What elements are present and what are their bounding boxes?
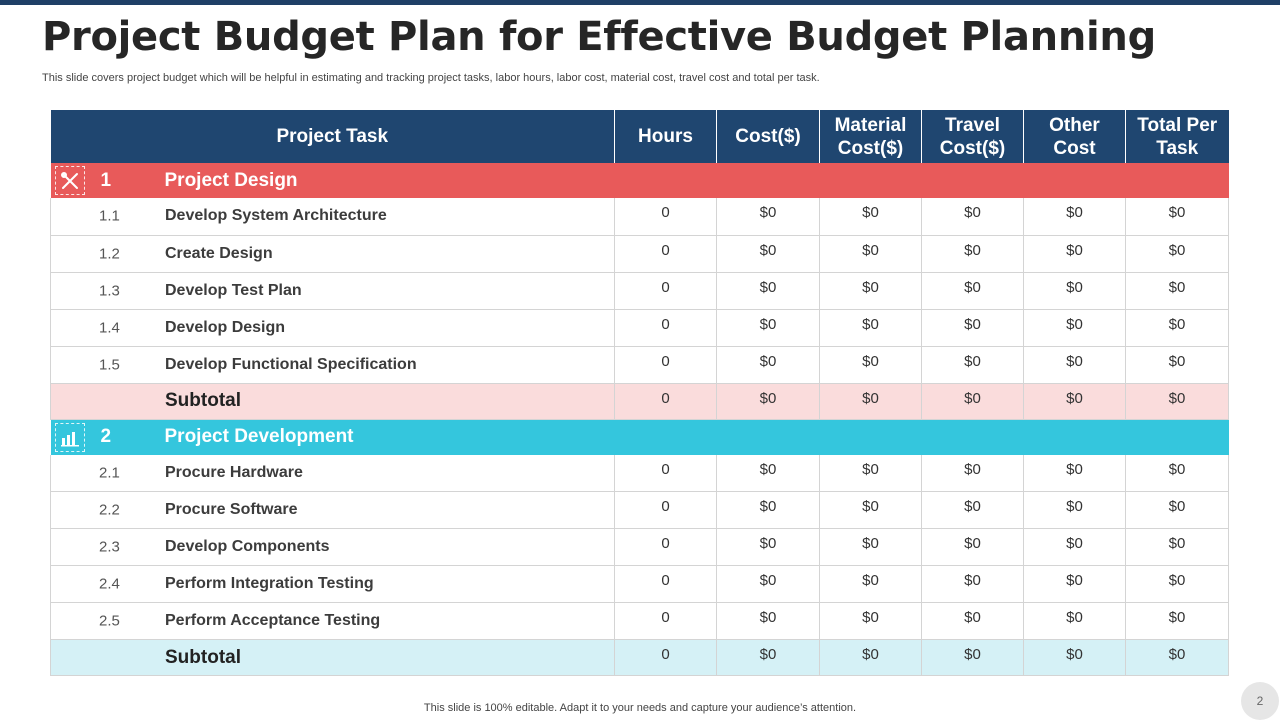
section-header <box>51 420 1229 455</box>
subtotal-other-cost: $0 <box>1024 640 1126 676</box>
cell-hours: 0 <box>615 309 717 346</box>
design-tools-icon <box>55 166 85 195</box>
task-name: Create Design <box>165 244 273 262</box>
cell-hours: 0 <box>615 198 717 235</box>
top-accent-rule <box>0 0 1280 5</box>
task-index: 2.2 <box>99 501 120 519</box>
cell-travel-cost: $0 <box>922 603 1024 640</box>
cell-cost: $0 <box>717 346 820 383</box>
bar-chart-icon <box>55 423 85 452</box>
cell-total-per-task: $0 <box>1126 272 1229 309</box>
table-row <box>51 603 1229 640</box>
section-header-row <box>51 419 1229 455</box>
subtotal-total-per-task: $0 <box>1126 383 1229 419</box>
cell-total-per-task: $0 <box>1126 235 1229 272</box>
cell-material-cost: $0 <box>820 309 922 346</box>
cell-travel-cost: $0 <box>922 346 1024 383</box>
cell-material-cost: $0 <box>820 455 922 492</box>
task-index: 2.1 <box>99 464 120 482</box>
cell-travel-cost: $0 <box>922 198 1024 235</box>
subtotal-cost: $0 <box>717 640 820 676</box>
table-header-row <box>51 110 1229 163</box>
task-index: 2.4 <box>99 575 120 593</box>
task-cell <box>51 529 615 566</box>
footer-note: This slide is 100% editable. Adapt it to your needs and capture your audience’s attention. <box>423 702 857 714</box>
cell-hours: 0 <box>615 492 717 529</box>
cell-material-cost: $0 <box>820 346 922 383</box>
cell-hours: 0 <box>615 235 717 272</box>
task-cell <box>51 492 615 529</box>
subtotal-hours: 0 <box>615 640 717 676</box>
column-header-travel-cost: Travel Cost($) <box>922 110 1024 163</box>
task-cell <box>51 235 615 272</box>
cell-other-cost: $0 <box>1024 603 1126 640</box>
cell-cost: $0 <box>717 309 820 346</box>
table-row <box>51 529 1229 566</box>
table-body <box>51 163 1229 676</box>
cell-travel-cost: $0 <box>922 566 1024 603</box>
cell-cost: $0 <box>717 235 820 272</box>
task-name: Procure Software <box>165 501 298 518</box>
table-row <box>51 235 1229 272</box>
task-index: 1.1 <box>99 207 120 225</box>
task-name: Develop Functional Specification <box>165 355 417 373</box>
column-header-project-task: Project Task <box>51 110 615 163</box>
cell-material-cost: $0 <box>820 272 922 309</box>
slide-title: Project Budget Plan for Effective Budget Planning <box>42 14 1156 60</box>
cell-total-per-task: $0 <box>1126 309 1229 346</box>
task-cell <box>51 272 615 309</box>
cell-total-per-task: $0 <box>1126 492 1229 529</box>
table-row <box>51 272 1229 309</box>
task-name: Procure Hardware <box>165 463 303 481</box>
task-name: Develop Components <box>165 538 330 555</box>
task-index: 1.2 <box>99 245 120 262</box>
cell-total-per-task: $0 <box>1126 603 1229 640</box>
column-header-cost: Cost($) <box>717 110 820 163</box>
cell-cost: $0 <box>717 566 820 603</box>
subtotal-total-per-task: $0 <box>1126 640 1229 676</box>
subtotal-material-cost: $0 <box>820 383 922 419</box>
task-cell <box>51 198 615 235</box>
cell-total-per-task: $0 <box>1126 455 1229 492</box>
task-index: 1.3 <box>99 282 120 299</box>
cell-material-cost: $0 <box>820 198 922 235</box>
cell-travel-cost: $0 <box>922 492 1024 529</box>
cell-material-cost: $0 <box>820 603 922 640</box>
task-index: 1.4 <box>99 319 120 336</box>
cell-cost: $0 <box>717 455 820 492</box>
subtotal-other-cost: $0 <box>1024 383 1126 419</box>
task-cell <box>51 566 615 603</box>
cell-other-cost: $0 <box>1024 529 1126 566</box>
cell-other-cost: $0 <box>1024 346 1126 383</box>
cell-material-cost: $0 <box>820 235 922 272</box>
subtotal-label: Subtotal <box>165 646 241 668</box>
cell-other-cost: $0 <box>1024 198 1126 235</box>
section-header <box>51 163 1229 198</box>
task-cell <box>51 309 615 346</box>
subtotal-row <box>51 640 1229 676</box>
column-header-other-cost: Other Cost <box>1024 110 1126 163</box>
subtotal-travel-cost: $0 <box>922 383 1024 419</box>
budget-table <box>50 110 1229 676</box>
task-name: Develop Test Plan <box>165 281 302 299</box>
subtotal-row <box>51 383 1229 419</box>
cell-material-cost: $0 <box>820 492 922 529</box>
task-index: 1.5 <box>99 356 120 373</box>
cell-total-per-task: $0 <box>1126 529 1229 566</box>
cell-cost: $0 <box>717 603 820 640</box>
cell-hours: 0 <box>615 455 717 492</box>
task-name: Develop System Architecture <box>165 207 387 225</box>
column-header-total-per-task: Total Per Task <box>1126 110 1229 163</box>
section-header-cell <box>51 419 1229 455</box>
cell-travel-cost: $0 <box>922 235 1024 272</box>
cell-total-per-task: $0 <box>1126 346 1229 383</box>
cell-hours: 0 <box>615 272 717 309</box>
cell-other-cost: $0 <box>1024 309 1126 346</box>
cell-other-cost: $0 <box>1024 492 1126 529</box>
task-name: Perform Acceptance Testing <box>165 612 381 629</box>
subtotal-hours: 0 <box>615 383 717 419</box>
cell-hours: 0 <box>615 529 717 566</box>
page-number-badge: 2 <box>1241 682 1279 720</box>
task-index: 2.3 <box>99 538 120 556</box>
cell-travel-cost: $0 <box>922 272 1024 309</box>
cell-material-cost: $0 <box>820 529 922 566</box>
section-title: Project Design <box>164 169 298 191</box>
task-cell <box>51 346 615 383</box>
cell-cost: $0 <box>717 272 820 309</box>
task-cell <box>51 603 615 640</box>
section-header-cell <box>51 163 1229 198</box>
subtotal-label-cell <box>51 640 615 676</box>
table-row <box>51 455 1229 492</box>
task-cell <box>51 455 615 492</box>
table-row <box>51 346 1229 383</box>
subtotal-travel-cost: $0 <box>922 640 1024 676</box>
table-row <box>51 566 1229 603</box>
cell-hours: 0 <box>615 603 717 640</box>
subtotal-label-cell <box>51 383 615 419</box>
table-row <box>51 309 1229 346</box>
cell-hours: 0 <box>615 346 717 383</box>
subtotal-cost: $0 <box>717 383 820 419</box>
section-header-row <box>51 163 1229 198</box>
cell-total-per-task: $0 <box>1126 198 1229 235</box>
cell-other-cost: $0 <box>1024 566 1126 603</box>
cell-other-cost: $0 <box>1024 272 1126 309</box>
table-row <box>51 198 1229 235</box>
task-name: Perform Integration Testing <box>165 575 374 592</box>
subtotal-material-cost: $0 <box>820 640 922 676</box>
table-row <box>51 492 1229 529</box>
column-header-material-cost: Material Cost($) <box>820 110 922 163</box>
section-title: Project Development <box>164 426 354 447</box>
cell-cost: $0 <box>717 529 820 566</box>
section-number: 2 <box>100 426 112 447</box>
cell-cost: $0 <box>717 492 820 529</box>
task-name: Develop Design <box>165 318 286 336</box>
cell-material-cost: $0 <box>820 566 922 603</box>
cell-travel-cost: $0 <box>922 455 1024 492</box>
cell-other-cost: $0 <box>1024 235 1126 272</box>
cell-travel-cost: $0 <box>922 529 1024 566</box>
task-index: 2.5 <box>99 612 120 630</box>
cell-cost: $0 <box>717 198 820 235</box>
subtotal-label: Subtotal <box>165 390 241 411</box>
slide-subtitle: This slide covers project budget which will be helpful in estimating and tracking project tasks, labor hours, labor cost, material cost, travel cost and total per task. <box>42 72 820 84</box>
section-number: 1 <box>100 169 112 191</box>
column-header-hours: Hours <box>615 110 717 163</box>
cell-total-per-task: $0 <box>1126 566 1229 603</box>
cell-travel-cost: $0 <box>922 309 1024 346</box>
cell-other-cost: $0 <box>1024 455 1126 492</box>
cell-hours: 0 <box>615 566 717 603</box>
